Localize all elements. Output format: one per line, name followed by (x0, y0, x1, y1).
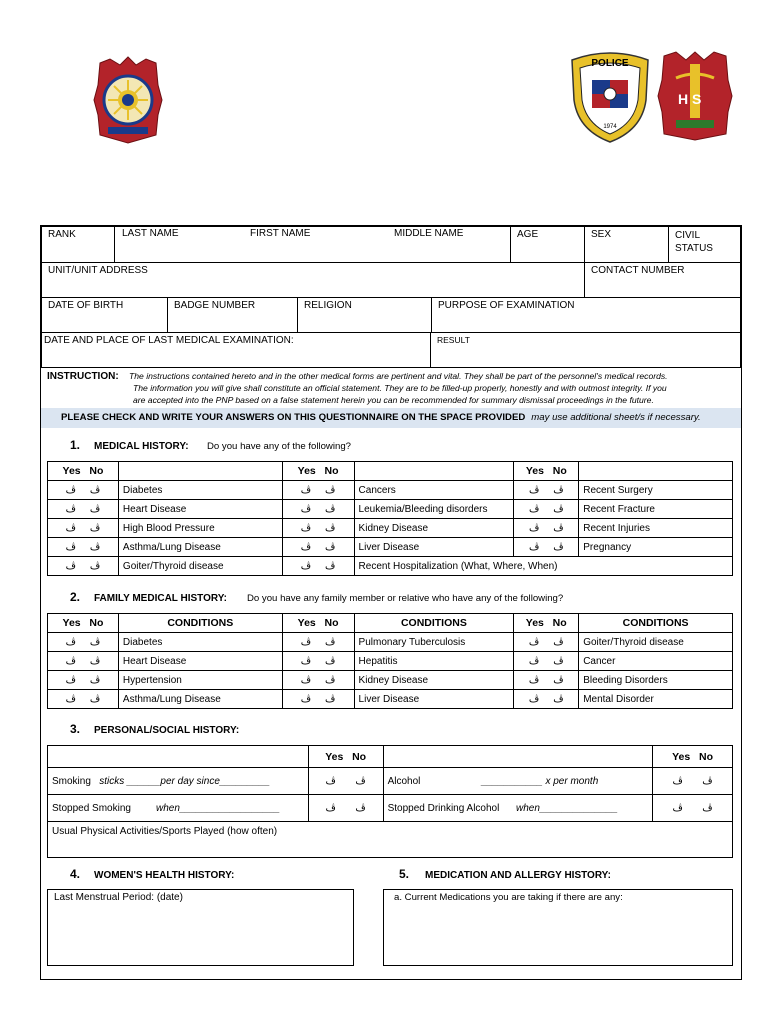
no-checkbox[interactable]: ﭪ (300, 693, 312, 705)
no-checkbox[interactable]: ﭪ (65, 503, 76, 515)
yes-label: Yes (297, 617, 316, 629)
section-5-number: 5. (399, 867, 410, 881)
table-row (48, 481, 733, 500)
condition-label: Kidney Disease (354, 671, 514, 690)
no-checkbox[interactable]: ﭪ (528, 636, 540, 648)
condition-label: Pregnancy (579, 538, 733, 557)
no-checkbox[interactable]: ﭪ (300, 503, 312, 515)
police-logo-text: POLICE (591, 58, 629, 69)
no-checkbox[interactable]: ﭪ (300, 484, 312, 496)
badge-number-field[interactable] (167, 297, 298, 333)
yes-checkbox[interactable]: ﭪ (553, 503, 564, 515)
purpose-label: PURPOSE OF EXAMINATION (438, 300, 575, 311)
contact-number-label: CONTACT NUMBER (591, 265, 685, 276)
condition-label: Recent Hospitalization (What, Where, When) (354, 557, 732, 576)
yes-checkbox[interactable]: ﭪ (89, 484, 101, 496)
no-label: No (324, 465, 339, 477)
condition-label: Mental Disorder (579, 690, 733, 709)
no-checkbox[interactable]: ﭪ (528, 541, 540, 553)
condition-label: Cancers (354, 481, 514, 500)
table-row (48, 768, 733, 795)
table-row (48, 690, 733, 709)
status-label: STATUS (675, 243, 713, 254)
last-exam-label: DATE AND PLACE OF LAST MEDICAL EXAMINATION: (44, 335, 294, 346)
condition-label: Recent Injuries (579, 519, 733, 538)
condition-label: Liver Disease (354, 538, 514, 557)
no-checkbox[interactable]: ﭪ (65, 560, 76, 572)
instruction-label: INSTRUCTION: (47, 371, 119, 382)
section-2-number: 2. (70, 590, 81, 604)
table-row (48, 795, 733, 822)
yes-checkbox[interactable]: ﭪ (553, 636, 564, 648)
unit-address-label: UNIT/UNIT ADDRESS (48, 265, 148, 276)
condition-label: Liver Disease (354, 690, 514, 709)
condition-label: Goiter/Thyroid disease (579, 633, 733, 652)
yes-label: Yes (672, 750, 691, 763)
age-field[interactable] (510, 226, 585, 263)
yes-no-header (653, 746, 733, 768)
no-checkbox[interactable]: ﭪ (325, 775, 336, 787)
conditions-header: CONDITIONS (354, 614, 514, 633)
yes-checkbox[interactable]: ﭪ (553, 693, 564, 705)
no-checkbox[interactable]: ﭪ (300, 560, 312, 572)
police-shield-logo (568, 50, 652, 144)
section-2-title: FAMILY MEDICAL HISTORY: (94, 593, 227, 604)
condition-label: Leukemia/Bleeding disorders (354, 500, 514, 519)
pnp-logo (92, 55, 164, 145)
no-checkbox[interactable]: ﭪ (300, 522, 312, 534)
health-service-logo (656, 50, 734, 142)
condition-label: Recent Fracture (579, 500, 733, 519)
conditions-header: CONDITIONS (118, 614, 282, 633)
contact-number-field[interactable] (584, 262, 741, 298)
condition-label: Asthma/Lung Disease (118, 538, 282, 557)
yes-no-header (282, 614, 354, 633)
unit-address-field[interactable] (41, 262, 585, 298)
yes-checkbox[interactable]: ﭪ (325, 484, 336, 496)
table-row (48, 538, 733, 557)
no-checkbox[interactable]: ﭪ (65, 655, 76, 667)
table-row (48, 557, 733, 576)
section-1-title: MEDICAL HISTORY: (94, 441, 189, 452)
yes-checkbox[interactable]: ﭪ (89, 674, 101, 686)
table-row (48, 671, 733, 690)
no-checkbox[interactable]: ﭪ (65, 484, 76, 496)
sex-field[interactable] (584, 226, 669, 263)
no-label: No (698, 750, 713, 763)
yes-checkbox[interactable]: ﭪ (553, 484, 564, 496)
purpose-field[interactable] (431, 297, 741, 333)
current-medications-field[interactable] (383, 889, 733, 966)
police-logo-year: 1974 (603, 124, 617, 130)
first-name-label: FIRST NAME (250, 228, 311, 239)
yes-checkbox[interactable]: ﭪ (325, 655, 336, 667)
civil-status-field[interactable] (668, 226, 741, 263)
yes-checkbox[interactable]: ﭪ (553, 655, 564, 667)
yes-label: Yes (325, 750, 344, 763)
condition-label: Heart Disease (118, 500, 282, 519)
civil-label: CIVIL (675, 230, 701, 241)
table-row (48, 633, 733, 652)
stopped-smoking-when-field[interactable]: when__________________ (155, 802, 280, 814)
yes-checkbox[interactable]: ﭪ (89, 503, 101, 515)
yes-checkbox[interactable]: ﭪ (89, 541, 101, 553)
yes-checkbox[interactable]: ﭪ (355, 802, 366, 814)
condition-label: Diabetes (118, 633, 282, 652)
lmp-label: Last Menstrual Period: (date) (54, 892, 183, 903)
alcohol-label: Alcohol (387, 775, 421, 787)
yes-checkbox[interactable]: ﭪ (325, 503, 336, 515)
condition-label: Cancer (579, 652, 733, 671)
no-checkbox[interactable]: ﭪ (300, 541, 312, 553)
please-check-note: may use additional sheet/s if necessary. (531, 412, 701, 423)
no-checkbox[interactable]: ﭪ (325, 802, 336, 814)
no-checkbox[interactable]: ﭪ (65, 541, 76, 553)
no-label: No (89, 617, 104, 629)
condition-label: Heart Disease (118, 652, 282, 671)
middle-name-label: MIDDLE NAME (394, 228, 464, 239)
dob-field[interactable] (41, 297, 168, 333)
no-checkbox[interactable]: ﭪ (528, 674, 540, 686)
no-checkbox[interactable]: ﭪ (65, 636, 76, 648)
no-checkbox[interactable]: ﭪ (300, 655, 312, 667)
religion-field[interactable] (297, 297, 432, 333)
yes-checkbox[interactable]: ﭪ (355, 775, 366, 787)
section-2-question: Do you have any family member or relative who have any of the following? (247, 593, 564, 604)
yes-label: Yes (525, 617, 544, 629)
yes-checkbox[interactable]: ﭪ (553, 522, 564, 534)
no-checkbox[interactable]: ﭪ (300, 636, 312, 648)
dob-label: DATE OF BIRTH (48, 300, 124, 311)
no-checkbox[interactable]: ﭪ (65, 674, 76, 686)
section-5-title: MEDICATION AND ALLERGY HISTORY: (425, 870, 611, 881)
yes-no-header (282, 462, 354, 481)
no-checkbox[interactable]: ﭪ (672, 802, 683, 814)
section-4-number: 4. (70, 867, 81, 881)
alcohol-frequency-field[interactable]: ___________ x per month (481, 775, 599, 787)
yes-label: Yes (62, 465, 81, 477)
yes-no-header (48, 462, 119, 481)
yes-checkbox[interactable]: ﭪ (89, 560, 101, 572)
no-label: No (89, 465, 104, 477)
yes-checkbox[interactable]: ﭪ (553, 541, 564, 553)
yes-no-header (514, 614, 579, 633)
last-name-label: LAST NAME (122, 228, 179, 239)
yes-checkbox[interactable]: ﭪ (325, 636, 336, 648)
no-checkbox[interactable]: ﭪ (528, 484, 540, 496)
stopped-alcohol-label: Stopped Drinking Alcohol (387, 802, 500, 814)
rank-field[interactable] (41, 226, 115, 263)
no-checkbox[interactable]: ﭪ (528, 693, 540, 705)
medical-history-table (47, 461, 733, 576)
instruction-line-3: are accepted into the PNP based on a false statement herein you can be recommended for summary dismissal proceedings in the future. (133, 395, 654, 405)
no-checkbox[interactable]: ﭪ (528, 655, 540, 667)
badge-number-label: BADGE NUMBER (174, 300, 256, 311)
condition-label: Kidney Disease (354, 519, 514, 538)
section-4-title: WOMEN'S HEALTH HISTORY: (94, 870, 235, 881)
yes-checkbox[interactable]: ﭪ (89, 655, 101, 667)
yes-label: Yes (525, 465, 544, 477)
condition-label: Diabetes (118, 481, 282, 500)
yes-no-header (48, 614, 119, 633)
yes-no-header (308, 746, 383, 768)
personal-history-table (47, 745, 733, 858)
no-label: No (352, 750, 367, 763)
smoking-label: Smoking (52, 775, 91, 787)
yes-checkbox[interactable]: ﭪ (702, 802, 713, 814)
condition-label: Goiter/Thyroid disease (118, 557, 282, 576)
yes-checkbox[interactable]: ﭪ (325, 560, 336, 572)
age-label: AGE (517, 229, 539, 240)
please-check-text: PLEASE CHECK AND WRITE YOUR ANSWERS ON THIS QUESTIONNAIRE ON THE SPACE PROVIDED (61, 412, 526, 423)
smoking-sticks-field[interactable]: sticks ______per day since_________ (99, 775, 270, 787)
stopped-alcohol-when-field[interactable]: when______________ (516, 802, 618, 814)
physical-activities-field[interactable] (48, 822, 733, 858)
condition-label: Recent Surgery (579, 481, 733, 500)
condition-label: Hepatitis (354, 652, 514, 671)
physical-activities-label: Usual Physical Activities/Sports Played (how often) (52, 826, 278, 837)
no-label: No (552, 617, 567, 629)
instruction-line-2: The information you will give shall constitute an official statement. They are to be filled-up properly, honestly and with outmost integrity. If you (133, 383, 667, 393)
yes-checkbox[interactable]: ﭪ (325, 674, 336, 686)
section-1-number: 1. (70, 438, 81, 452)
please-check-banner (41, 408, 741, 428)
conditions-header: CONDITIONS (579, 614, 733, 633)
condition-label: Asthma/Lung Disease (118, 690, 282, 709)
current-medications-label: a. Current Medications you are taking if there are any: (394, 892, 623, 903)
sex-label: SEX (591, 229, 612, 240)
yes-checkbox[interactable]: ﭪ (89, 636, 101, 648)
rank-label: RANK (48, 229, 76, 240)
family-history-table (47, 613, 733, 709)
yes-checkbox[interactable]: ﭪ (325, 541, 336, 553)
no-checkbox[interactable]: ﭪ (528, 522, 540, 534)
religion-label: RELIGION (304, 300, 352, 311)
yes-no-header (514, 462, 579, 481)
hs-logo-text: H S (678, 91, 702, 107)
yes-label: Yes (297, 465, 316, 477)
yes-checkbox[interactable]: ﭪ (702, 775, 713, 787)
result-label: RESULT (437, 335, 470, 345)
table-row (48, 652, 733, 671)
no-label: No (552, 465, 567, 477)
result-field[interactable] (430, 332, 741, 368)
table-row (48, 519, 733, 538)
condition-label: Hypertension (118, 671, 282, 690)
no-checkbox[interactable]: ﭪ (65, 693, 76, 705)
no-checkbox[interactable]: ﭪ (300, 674, 312, 686)
section-3-number: 3. (70, 722, 81, 736)
yes-checkbox[interactable]: ﭪ (89, 522, 101, 534)
last-exam-field[interactable] (41, 332, 431, 368)
yes-label: Yes (62, 617, 81, 629)
no-checkbox[interactable]: ﭪ (528, 503, 540, 515)
section-1-question: Do you have any of the following? (207, 441, 351, 452)
yes-checkbox[interactable]: ﭪ (325, 522, 336, 534)
condition-label: Bleeding Disorders (579, 671, 733, 690)
yes-checkbox[interactable]: ﭪ (89, 693, 101, 705)
last-menstrual-period-field[interactable] (47, 889, 354, 966)
instruction-line-1: The instructions contained hereto and in the other medical forms are pertinent and vital. They shall be part of the personnel's medical records. (129, 371, 668, 381)
stopped-smoking-label: Stopped Smoking (52, 802, 131, 814)
table-row (48, 822, 733, 858)
no-checkbox[interactable]: ﭪ (672, 775, 683, 787)
no-label: No (324, 617, 339, 629)
table-row (48, 500, 733, 519)
yes-checkbox[interactable]: ﭪ (553, 674, 564, 686)
condition-label: Pulmonary Tuberculosis (354, 633, 514, 652)
yes-checkbox[interactable]: ﭪ (325, 693, 336, 705)
condition-label: High Blood Pressure (118, 519, 282, 538)
no-checkbox[interactable]: ﭪ (65, 522, 76, 534)
section-3-title: PERSONAL/SOCIAL HISTORY: (94, 725, 240, 736)
